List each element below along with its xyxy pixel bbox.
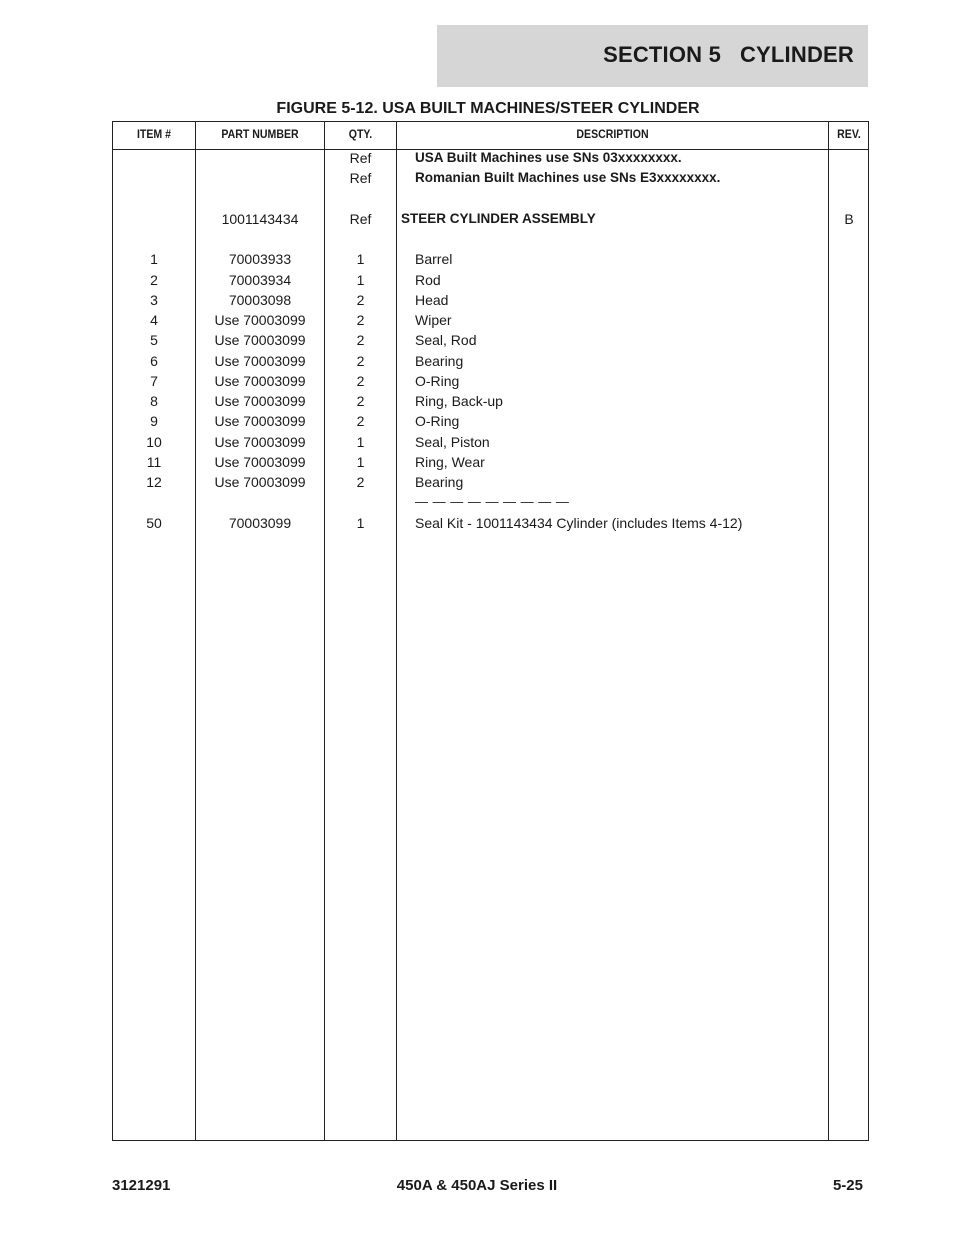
- item-number: 3: [150, 292, 158, 308]
- part-number: 70003933: [228, 251, 292, 267]
- section-title: SECTION 5 CYLINDER: [603, 42, 854, 67]
- part-number: 70003934: [228, 272, 292, 288]
- note-text: Romanian Built Machines use SNs E3xxxxxxxx.: [415, 170, 721, 185]
- item-number: 7: [150, 373, 158, 389]
- footer-doc-number: 3121291: [112, 1177, 171, 1194]
- part-number: Use 70003099: [214, 353, 306, 369]
- description: Seal, Rod: [415, 332, 477, 348]
- figure-title: FIGURE 5-12. USA BUILT MACHINES/STEER CYLINDER: [276, 100, 700, 117]
- part-number: 70003098: [228, 292, 292, 308]
- note-qty: Ref: [349, 150, 372, 166]
- description: Seal, Piston: [415, 434, 490, 450]
- item-number: 4: [150, 312, 158, 328]
- part-number: Use 70003099: [214, 332, 306, 348]
- description: Wiper: [415, 312, 452, 328]
- item-number: 9: [150, 413, 158, 429]
- description: Rod: [415, 272, 441, 288]
- assembly-description: STEER CYLINDER ASSEMBLY: [401, 211, 596, 226]
- part-number: Use 70003099: [214, 413, 306, 429]
- quantity: 1: [356, 251, 365, 267]
- item-number: 2: [150, 272, 158, 288]
- quantity: 2: [356, 413, 365, 429]
- part-number: 70003099: [228, 515, 292, 531]
- assembly-part-number: 1001143434: [221, 211, 299, 227]
- quantity: 2: [356, 353, 365, 369]
- quantity: 2: [356, 474, 365, 490]
- item-number: 11: [146, 454, 162, 470]
- note-qty: Ref: [349, 170, 372, 186]
- column-divider: [396, 122, 397, 1140]
- col-header-part-number: PART NUMBER: [221, 127, 299, 141]
- part-number: Use 70003099: [214, 474, 306, 490]
- description: Barrel: [415, 251, 453, 267]
- quantity: 1: [356, 434, 365, 450]
- column-divider: [828, 122, 829, 1140]
- item-number: 8: [150, 393, 158, 409]
- footer-page-number: 5-25: [832, 1177, 863, 1194]
- quantity: 2: [356, 373, 365, 389]
- item-number: 10: [146, 434, 162, 450]
- description: Bearing: [415, 474, 464, 490]
- parts-table: [112, 121, 869, 1141]
- item-number: 6: [150, 353, 158, 369]
- item-number: 50: [146, 515, 162, 531]
- description: Bearing: [415, 353, 464, 369]
- part-number: Use 70003099: [214, 393, 306, 409]
- part-number: Use 70003099: [214, 434, 306, 450]
- quantity: 1: [356, 272, 365, 288]
- part-number: Use 70003099: [214, 373, 306, 389]
- part-number: Use 70003099: [214, 454, 306, 470]
- footer-model: 450A & 450AJ Series II: [396, 1177, 558, 1194]
- item-number: 5: [150, 332, 158, 348]
- part-number: Use 70003099: [214, 312, 306, 328]
- assembly-rev: B: [844, 211, 854, 227]
- separator-line: — — — — — — — — —: [415, 494, 570, 509]
- quantity: 2: [356, 393, 365, 409]
- note-text: USA Built Machines use SNs 03xxxxxxxx.: [415, 150, 682, 165]
- quantity: 2: [356, 332, 365, 348]
- description: O-Ring: [415, 373, 460, 389]
- quantity: 2: [356, 312, 365, 328]
- col-header-description: DESCRIPTION: [576, 127, 649, 141]
- col-header-item: ITEM #: [136, 127, 172, 141]
- description: O-Ring: [415, 413, 460, 429]
- description: Head: [415, 292, 449, 308]
- quantity: 1: [356, 515, 365, 531]
- description: Ring, Back-up: [415, 393, 503, 409]
- col-header-qty: QTY.: [348, 127, 373, 141]
- section-header-bar: [437, 25, 868, 87]
- item-number: 1: [150, 251, 158, 267]
- item-number: 12: [146, 474, 162, 490]
- description: Seal Kit - 1001143434 Cylinder (includes Items 4-12): [415, 515, 743, 531]
- quantity: 1: [356, 454, 365, 470]
- description: Ring, Wear: [415, 454, 485, 470]
- col-header-rev: REV.: [837, 127, 861, 141]
- assembly-qty: Ref: [349, 211, 372, 227]
- quantity: 2: [356, 292, 365, 308]
